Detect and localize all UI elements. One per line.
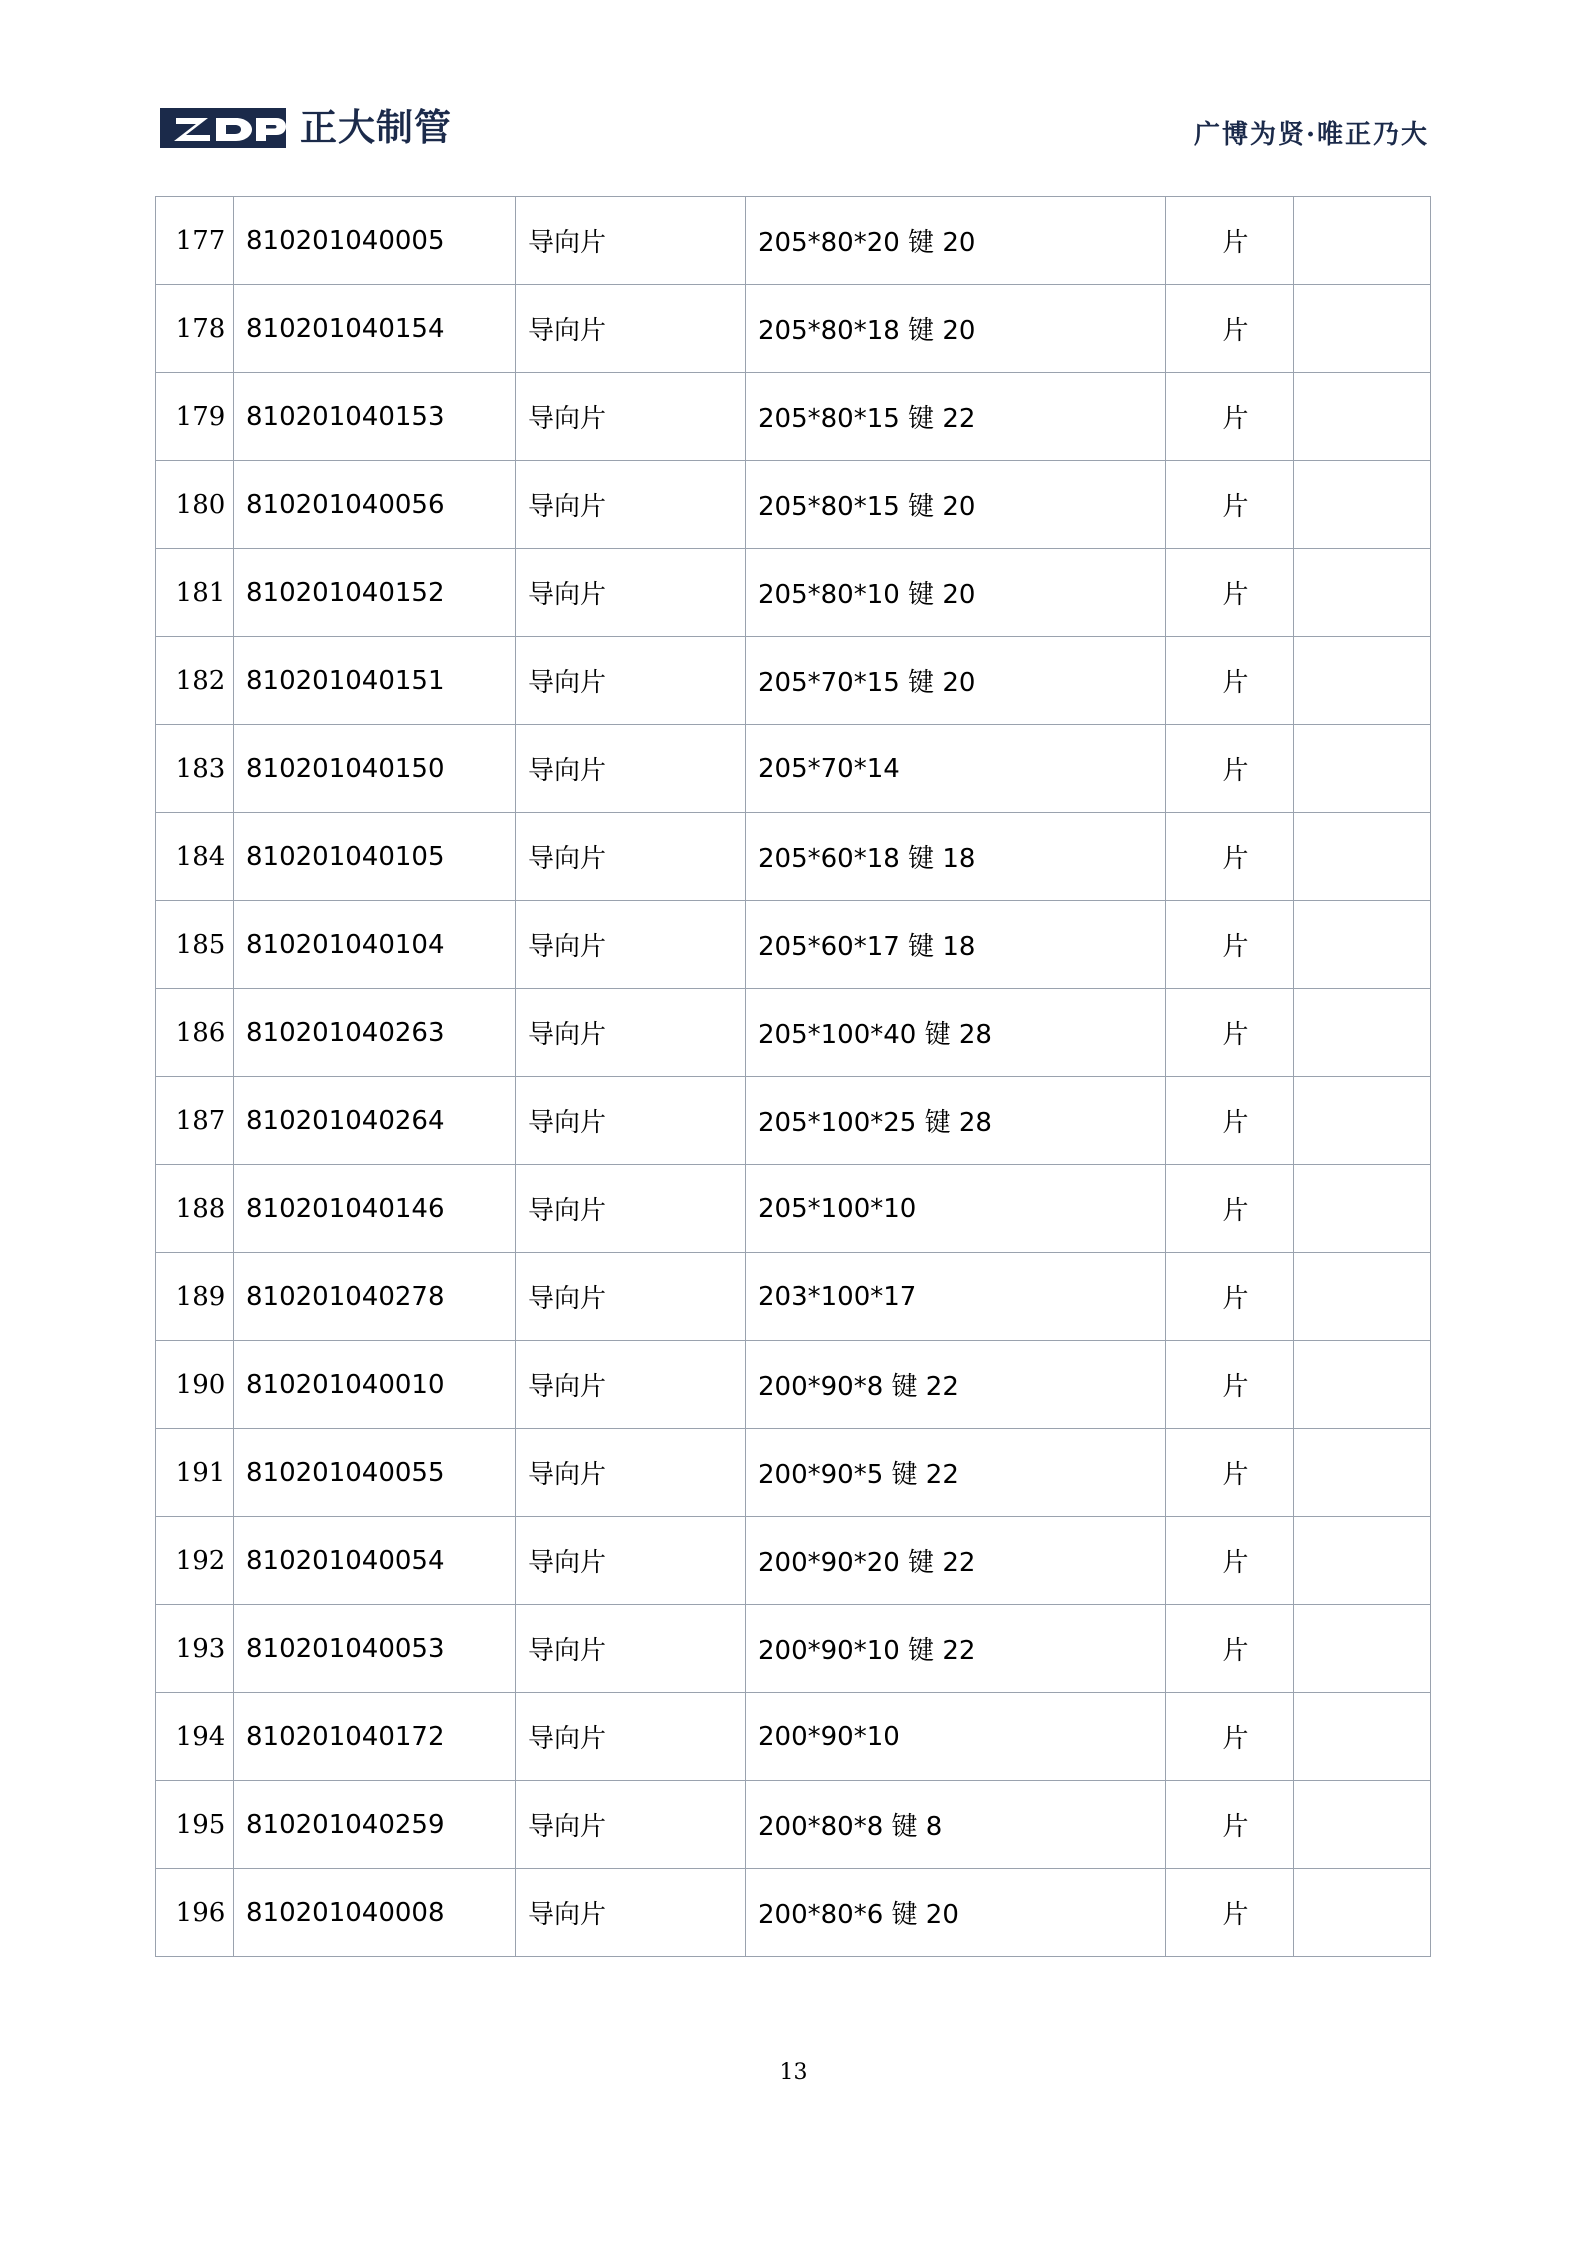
- cell-unit: 片: [1166, 197, 1294, 285]
- cell-name: 导向片: [516, 1781, 746, 1869]
- cell-unit: 片: [1166, 989, 1294, 1077]
- company-name: 正大制管: [300, 106, 452, 149]
- table-row: [156, 1341, 1431, 1429]
- cell-index: 191: [156, 1429, 234, 1517]
- cell-blank: [1294, 549, 1431, 637]
- company-logo: [160, 108, 452, 148]
- cell-blank: [1294, 1165, 1431, 1253]
- cell-blank: [1294, 637, 1431, 725]
- cell-unit: 片: [1166, 549, 1294, 637]
- table-row: [156, 1429, 1431, 1517]
- cell-name: 导向片: [516, 813, 746, 901]
- cell-code: 810201040053: [234, 1605, 516, 1693]
- cell-code: 810201040005: [234, 197, 516, 285]
- cell-blank: [1294, 1429, 1431, 1517]
- cell-code: 810201040151: [234, 637, 516, 725]
- cell-index: 188: [156, 1165, 234, 1253]
- cell-unit: 片: [1166, 1077, 1294, 1165]
- cell-blank: [1294, 461, 1431, 549]
- cell-name: 导向片: [516, 1165, 746, 1253]
- cell-name: 导向片: [516, 549, 746, 637]
- cell-spec: 205*70*15 键 20: [746, 637, 1166, 725]
- cell-index: 195: [156, 1781, 234, 1869]
- table-row: [156, 285, 1431, 373]
- cell-name: 导向片: [516, 1429, 746, 1517]
- cell-unit: 片: [1166, 1165, 1294, 1253]
- table-row: [156, 1605, 1431, 1693]
- cell-index: 186: [156, 989, 234, 1077]
- cell-name: 导向片: [516, 373, 746, 461]
- cell-index: 194: [156, 1693, 234, 1781]
- cell-name: 导向片: [516, 1077, 746, 1165]
- cell-spec: 203*100*17: [746, 1253, 1166, 1341]
- zdp-logo-icon: [160, 108, 286, 148]
- cell-code: 810201040105: [234, 813, 516, 901]
- cell-index: 183: [156, 725, 234, 813]
- cell-name: 导向片: [516, 461, 746, 549]
- cell-code: 810201040154: [234, 285, 516, 373]
- cell-name: 导向片: [516, 989, 746, 1077]
- cell-unit: 片: [1166, 1869, 1294, 1957]
- table-row: [156, 637, 1431, 725]
- cell-name: 导向片: [516, 1341, 746, 1429]
- cell-blank: [1294, 1605, 1431, 1693]
- cell-unit: 片: [1166, 1253, 1294, 1341]
- cell-spec: 205*80*15 键 22: [746, 373, 1166, 461]
- cell-unit: 片: [1166, 1781, 1294, 1869]
- cell-blank: [1294, 1341, 1431, 1429]
- cell-unit: 片: [1166, 373, 1294, 461]
- table-row: [156, 725, 1431, 813]
- cell-blank: [1294, 901, 1431, 989]
- cell-index: 185: [156, 901, 234, 989]
- table-body: [156, 197, 1431, 1957]
- cell-name: 导向片: [516, 1253, 746, 1341]
- cell-unit: 片: [1166, 1517, 1294, 1605]
- cell-code: 810201040263: [234, 989, 516, 1077]
- cell-spec: 205*100*40 键 28: [746, 989, 1166, 1077]
- cell-unit: 片: [1166, 637, 1294, 725]
- cell-spec: 205*80*18 键 20: [746, 285, 1166, 373]
- cell-name: 导向片: [516, 637, 746, 725]
- table-row: [156, 1165, 1431, 1253]
- cell-blank: [1294, 197, 1431, 285]
- table-row: [156, 197, 1431, 285]
- cell-unit: 片: [1166, 285, 1294, 373]
- cell-blank: [1294, 989, 1431, 1077]
- cell-index: 177: [156, 197, 234, 285]
- cell-name: 导向片: [516, 901, 746, 989]
- cell-name: 导向片: [516, 1869, 746, 1957]
- cell-code: 810201040010: [234, 1341, 516, 1429]
- table-row: [156, 1077, 1431, 1165]
- cell-blank: [1294, 1517, 1431, 1605]
- cell-index: 184: [156, 813, 234, 901]
- cell-spec: 205*60*17 键 18: [746, 901, 1166, 989]
- cell-spec: 200*90*10: [746, 1693, 1166, 1781]
- cell-spec: 205*100*25 键 28: [746, 1077, 1166, 1165]
- cell-index: 187: [156, 1077, 234, 1165]
- cell-unit: 片: [1166, 1605, 1294, 1693]
- cell-index: 190: [156, 1341, 234, 1429]
- cell-index: 180: [156, 461, 234, 549]
- cell-index: 192: [156, 1517, 234, 1605]
- cell-unit: 片: [1166, 813, 1294, 901]
- table-row: [156, 989, 1431, 1077]
- page-header: [160, 108, 1437, 168]
- cell-index: 182: [156, 637, 234, 725]
- table-row: [156, 461, 1431, 549]
- cell-name: 导向片: [516, 725, 746, 813]
- cell-spec: 200*90*5 键 22: [746, 1429, 1166, 1517]
- cell-blank: [1294, 1693, 1431, 1781]
- table-row: [156, 1693, 1431, 1781]
- cell-name: 导向片: [516, 285, 746, 373]
- table-row: [156, 1781, 1431, 1869]
- cell-name: 导向片: [516, 1605, 746, 1693]
- cell-code: 810201040008: [234, 1869, 516, 1957]
- cell-blank: [1294, 1869, 1431, 1957]
- cell-code: 810201040152: [234, 549, 516, 637]
- cell-spec: 200*90*10 键 22: [746, 1605, 1166, 1693]
- cell-code: 810201040278: [234, 1253, 516, 1341]
- table-row: [156, 549, 1431, 637]
- cell-code: 810201040172: [234, 1693, 516, 1781]
- cell-name: 导向片: [516, 1517, 746, 1605]
- material-list-table: [155, 196, 1431, 1957]
- table-row: [156, 373, 1431, 461]
- company-slogan: 广博为贤·唯正乃大: [1193, 120, 1429, 150]
- cell-spec: 205*100*10: [746, 1165, 1166, 1253]
- cell-code: 810201040153: [234, 373, 516, 461]
- cell-spec: 205*60*18 键 18: [746, 813, 1166, 901]
- cell-unit: 片: [1166, 1341, 1294, 1429]
- cell-unit: 片: [1166, 1429, 1294, 1517]
- cell-index: 178: [156, 285, 234, 373]
- cell-code: 810201040259: [234, 1781, 516, 1869]
- table-row: [156, 1253, 1431, 1341]
- cell-index: 181: [156, 549, 234, 637]
- cell-spec: 200*90*20 键 22: [746, 1517, 1166, 1605]
- cell-spec: 205*80*10 键 20: [746, 549, 1166, 637]
- table-row: [156, 901, 1431, 989]
- cell-blank: [1294, 1077, 1431, 1165]
- cell-index: 179: [156, 373, 234, 461]
- cell-index: 189: [156, 1253, 234, 1341]
- cell-blank: [1294, 1253, 1431, 1341]
- cell-blank: [1294, 725, 1431, 813]
- cell-blank: [1294, 1781, 1431, 1869]
- cell-blank: [1294, 285, 1431, 373]
- cell-name: 导向片: [516, 1693, 746, 1781]
- cell-code: 810201040264: [234, 1077, 516, 1165]
- cell-unit: 片: [1166, 725, 1294, 813]
- cell-unit: 片: [1166, 901, 1294, 989]
- cell-code: 810201040150: [234, 725, 516, 813]
- cell-spec: 200*80*6 键 20: [746, 1869, 1166, 1957]
- cell-index: 193: [156, 1605, 234, 1693]
- cell-code: 810201040056: [234, 461, 516, 549]
- cell-code: 810201040146: [234, 1165, 516, 1253]
- cell-name: 导向片: [516, 197, 746, 285]
- table-row: [156, 813, 1431, 901]
- page-number: 13: [779, 2060, 808, 2085]
- table-row: [156, 1517, 1431, 1605]
- cell-code: 810201040104: [234, 901, 516, 989]
- cell-spec: 200*80*8 键 8: [746, 1781, 1166, 1869]
- cell-blank: [1294, 813, 1431, 901]
- cell-spec: 205*80*20 键 20: [746, 197, 1166, 285]
- cell-code: 810201040055: [234, 1429, 516, 1517]
- cell-spec: 205*70*14: [746, 725, 1166, 813]
- cell-code: 810201040054: [234, 1517, 516, 1605]
- cell-unit: 片: [1166, 1693, 1294, 1781]
- cell-index: 196: [156, 1869, 234, 1957]
- cell-spec: 205*80*15 键 20: [746, 461, 1166, 549]
- table-row: [156, 1869, 1431, 1957]
- cell-unit: 片: [1166, 461, 1294, 549]
- cell-spec: 200*90*8 键 22: [746, 1341, 1166, 1429]
- cell-blank: [1294, 373, 1431, 461]
